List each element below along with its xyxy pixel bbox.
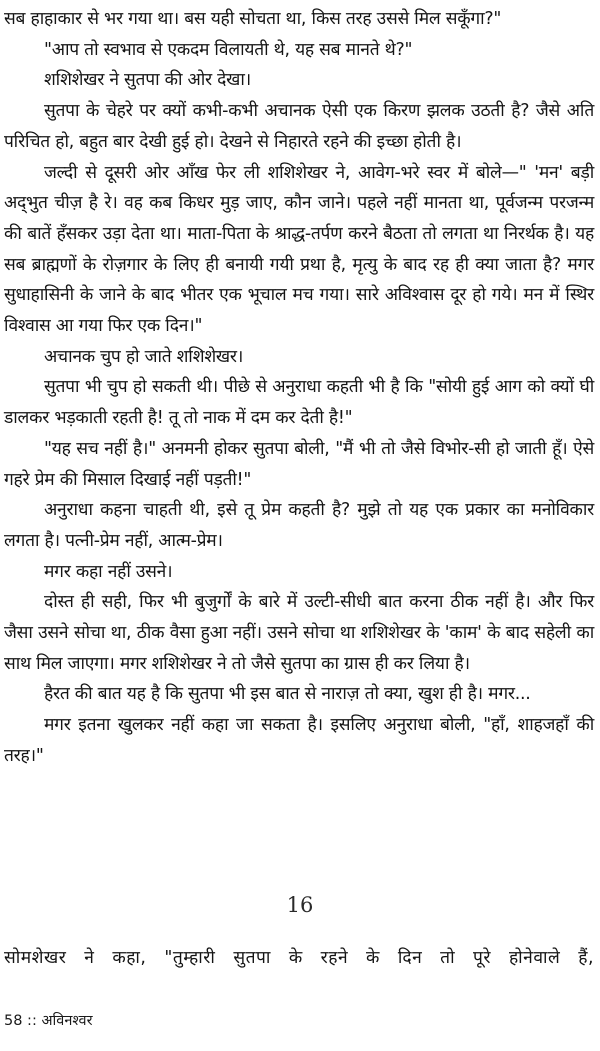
paragraph: अनुराधा कहना चाहती थी, इसे तू प्रेम कहती है? मुझे तो यह एक प्रकार का मनोविकार लगता है। पत्नी-प्रेम नहीं, आत्म-प्रेम। — [4, 500, 594, 551]
paragraph: हैरत की बात यह है कि सुतपा भी इस बात से नाराज़ तो क्या, खुश ही है। मगर... — [44, 684, 531, 705]
paragraph: सब हाहाकार से भर गया था। बस यही सोचता था, किस तरह उससे मिल सकूँगा?" — [4, 9, 502, 29]
paragraph: अचानक चुप हो जाते शशिशेखर। — [44, 346, 244, 367]
paragraph: जल्दी से दूसरी ओर आँख फेर ली शशिशेखर ने, आवेग-भरे स्वर में बोले—" 'मन' बड़ी अद्‌भुत चीज़ है रे। वह कब किधर मुड़ जाए, कौन जाने। पहले नहीं मानता था, पूर्वजन्म परजन्म की बातें हँसकर उड़ा देता था। माता-पिता के श्राद्ध-तर्पण करने बैठता तो लगता था निरर्थक है। यह सब ब्राह्मणों के रोज़गार के लिए ही बनायी गयी प्रथा है, मृत्यु के बाद रह ही क्या जाता है? मगर सुधाहासिनी के जाने के बाद भीतर एक भूचाल मच गया। सारे अविश्वास दूर हो गये। मन में स्थिर विश्वास आ गया फिर एक दिन।" — [4, 162, 594, 337]
paragraph: मगर कहा नहीं उसने। — [44, 561, 173, 582]
body-text — [4, 4, 594, 772]
paragraph: मगर इतना खुलकर नहीं कहा जा सकता है। इसलिए अनुराधा बोली, "हाँ, शाहजहाँ की तरह।" — [4, 715, 594, 766]
paragraph: "आप तो स्वभाव से एकदम विलायती थे, यह सब मानते थे?" — [44, 39, 413, 60]
paragraph: सुतपा भी चुप हो सकती थी। पीछे से अनुराधा कहती भी है कि "सोयी हुई आग को क्यों घी डालकर भड़काती रहती है! तू तो नाक में दम कर देती है!" — [4, 377, 594, 429]
paragraph: सुतपा के चेहरे पर क्यों कभी-कभी अचानक ऐसी एक किरण झलक उठती है? जैसे अति परिचित हो, बहुत बार देखी हुई हो। देखने से निहारते रहने की इच्छा होती है। — [4, 101, 594, 152]
paragraph: "यह सच नहीं है।" अनमनी होकर सुतपा बोली, "मैं भी तो जैसे विभोर-सी हो जाती हूँ। ऐसे गहरे प्रेम की मिसाल दिखाई नहीं पड़ती!" — [4, 438, 594, 490]
chapter-opening-line: सोमशेखर ने कहा, "तुम्हारी सुतपा के रहने के दिन तो पूरे होनेवाले हैं, — [4, 948, 594, 968]
paragraph: शशिशेखर ने सुतपा की ओर देखा। — [44, 70, 251, 91]
page-footer: 58 :: अविनश्वर — [4, 1013, 93, 1029]
chapter-number: 16 — [286, 893, 314, 917]
paragraph: दोस्त ही सही, फिर भी बुजुर्गों के बारे में उल्टी-सीधी बात करना ठीक नहीं है। और फिर जैसा उसने सोचा था, ठीक वैसा हुआ नहीं। उसने सोचा था शशिशेखर के 'काम' के बाद सहेली का साथ मिल जाएगा। मगर शशिशेखर ने तो जैसे सुतपा का ग्रास ही कर लिया है। — [4, 592, 594, 674]
